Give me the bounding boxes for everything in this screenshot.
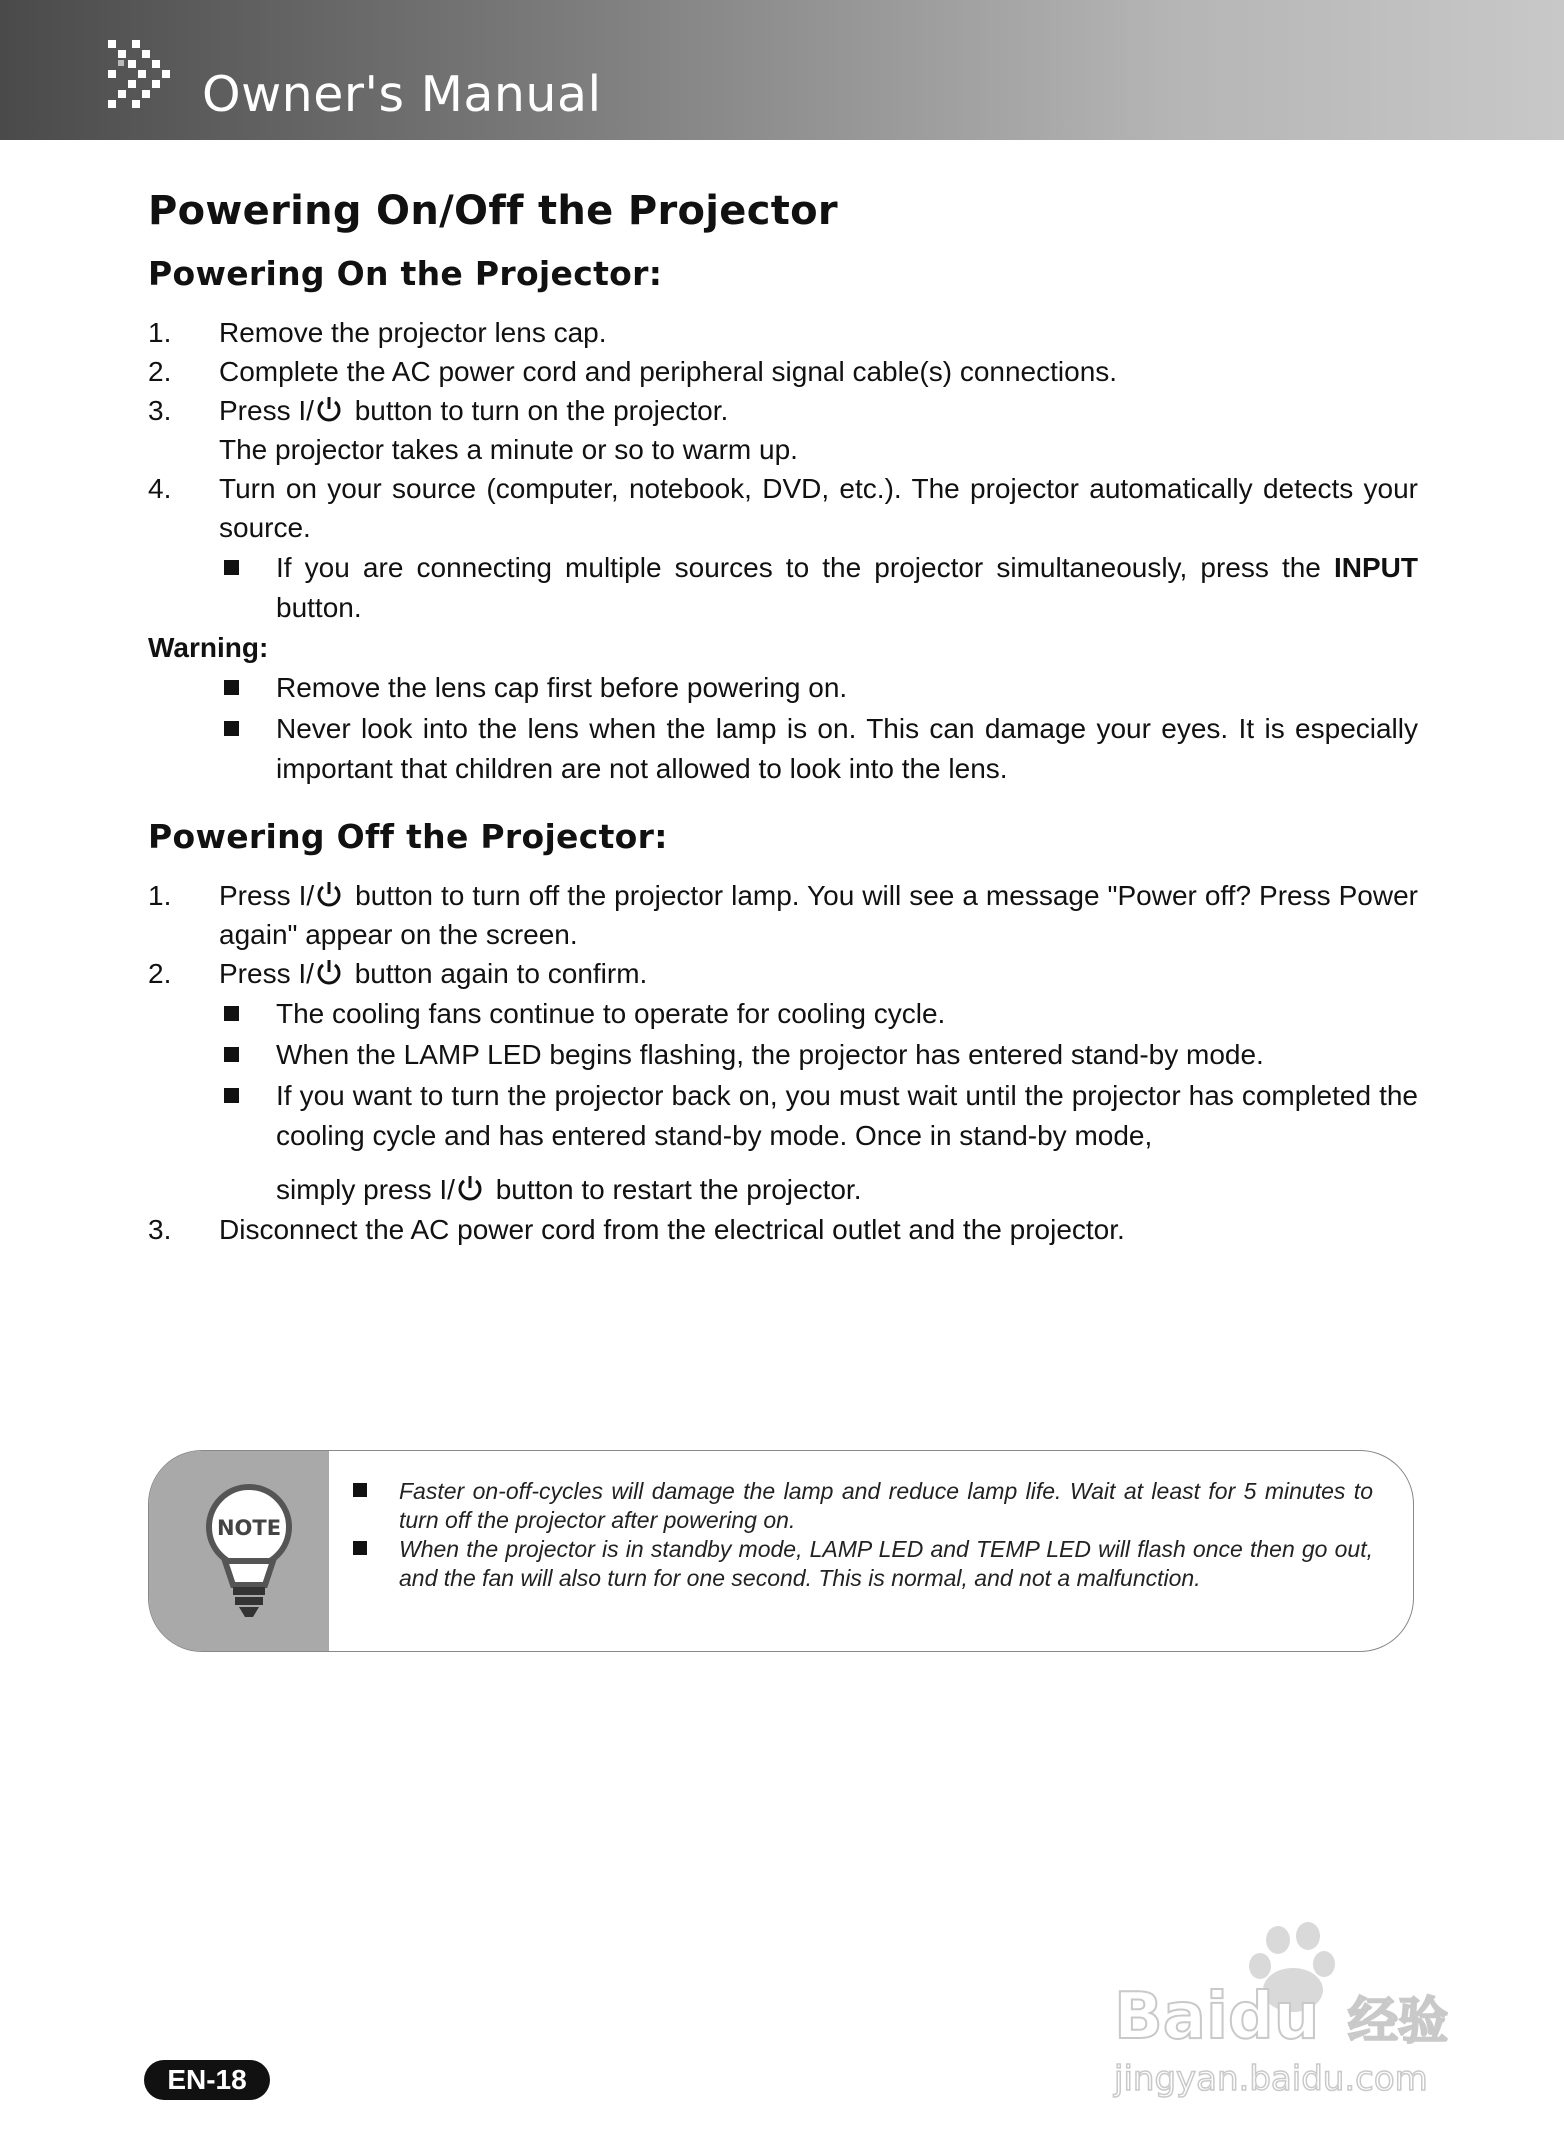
manual-title: Owner's Manual [202, 66, 602, 123]
page-header [0, 0, 1564, 140]
note-icon-panel [149, 1451, 329, 1651]
warning-label: Warning: [148, 632, 269, 663]
bullet-square-icon [224, 721, 239, 736]
power-icon [314, 957, 344, 987]
bullet-square-icon [224, 1006, 239, 1021]
baidu-watermark [1110, 1920, 1470, 2100]
power-icon [314, 394, 344, 424]
lightbulb-note-icon [199, 1481, 299, 1621]
bullet-square-icon [224, 1047, 239, 1062]
list-item-continuation: The projector takes a minute or so to warm up. [219, 434, 798, 465]
bullet-square-icon [224, 560, 239, 575]
bullet-item: The cooling fans continue to operate for cooling cycle. [148, 994, 1418, 1034]
note-icon-label: NOTE [216, 1516, 282, 1540]
watermark-brand: Baidu [1114, 1980, 1320, 2054]
list-item: 1. Remove the projector lens cap. [148, 317, 607, 348]
page-number: EN-18 [144, 2060, 270, 2100]
chevron-logo-icon [104, 36, 190, 122]
note-item: When the projector is in standby mode, LAMP LED and TEMP LED will flash once then go out, and the fan will also turn for one second. This is normal, and not a malfunction. [353, 1535, 1373, 1593]
list-item: 1. Press I/ button to turn off the projector lamp. You will see a message "Power off? Press Power again" appear on the screen. [148, 880, 1418, 950]
bullet-continuation: simply press I/ button to restart the projector. [276, 1174, 862, 1205]
bullet-item: If you want to turn the projector back on, you must wait until the projector has completed the cooling cycle and has entered stand-by mode. Once in stand-by mode, simply press I/ button to restart the projector. [148, 1076, 1418, 1210]
bullet-item: Never look into the lens when the lamp is on. This can damage your eyes. It is especially important that children are not allowed to look into the lens. [148, 709, 1418, 789]
power-off-heading: Powering Off the Projector: [148, 817, 668, 856]
page-title: Powering On/Off the Projector [148, 188, 838, 234]
list-item: 2. Complete the AC power cord and peripheral signal cable(s) connections. [148, 356, 1118, 387]
bullet-item: Remove the lens cap first before powering on. [148, 668, 1418, 708]
watermark-cn: 经验 [1348, 1992, 1448, 2050]
bullet-square-icon [353, 1541, 367, 1555]
bullet-square-icon [224, 680, 239, 695]
note-item: Faster on-off-cycles will damage the lamp and reduce lamp life. Wait at least for 5 minutes to turn off the projector after powering on. [353, 1477, 1373, 1535]
list-item: 3. Press I/ button to turn on the projector. [148, 395, 729, 426]
bullet-item: If you are connecting multiple sources to the projector simultaneously, press the INPUT button. [148, 548, 1418, 628]
bullet-square-icon [353, 1483, 367, 1497]
list-item: 3. Disconnect the AC power cord from the electrical outlet and the projector. [148, 1214, 1125, 1245]
watermark-url: jingyan.baidu.com [1114, 2059, 1428, 2099]
note-text [353, 1477, 1373, 1593]
bullet-item: When the LAMP LED begins flashing, the projector has entered stand-by mode. [148, 1035, 1418, 1075]
main-content [148, 188, 1418, 1249]
power-icon [455, 1173, 485, 1203]
note-box [148, 1450, 1414, 1652]
list-item: 4. Turn on your source (computer, notebook, DVD, etc.). The projector automatically detects your source. [148, 473, 1418, 543]
power-on-heading: Powering On the Projector: [148, 254, 663, 293]
bullet-square-icon [224, 1088, 239, 1103]
power-icon [314, 879, 344, 909]
list-item: 2. Press I/ button again to confirm. [148, 958, 648, 989]
